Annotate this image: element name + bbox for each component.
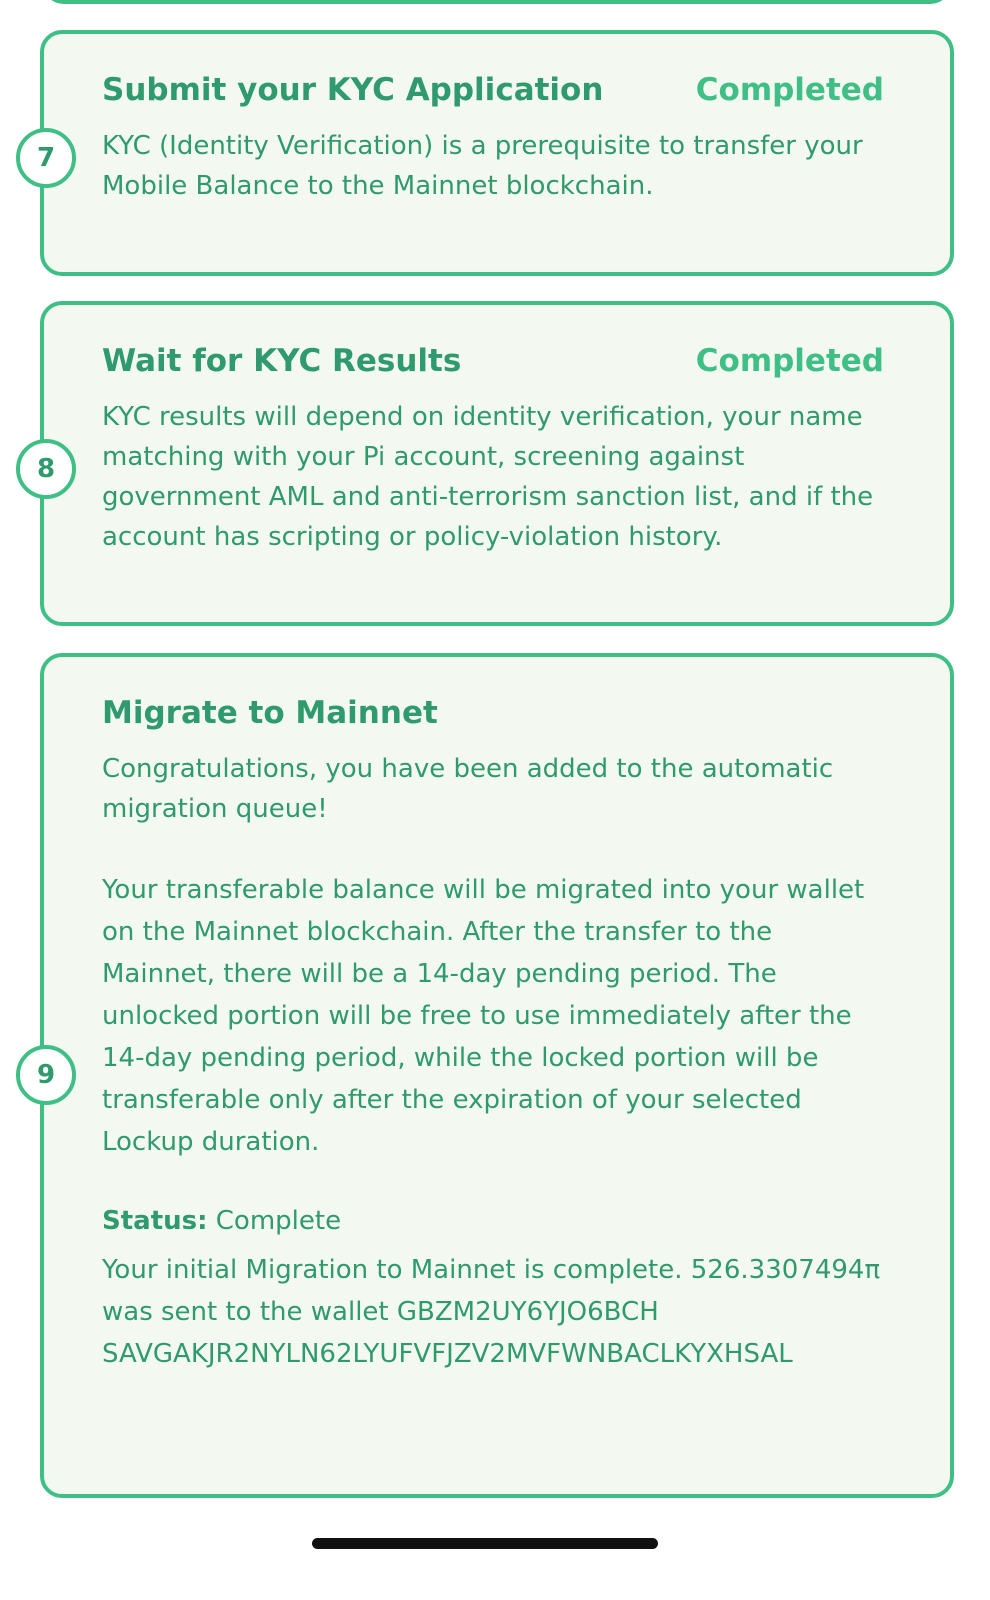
step-card-8	[36, 301, 954, 626]
step-header	[102, 695, 884, 731]
migration-status	[102, 1201, 884, 1241]
step-header	[102, 343, 884, 379]
previous-step-card-edge	[42, 0, 952, 4]
home-indicator-bar[interactable]	[312, 1538, 658, 1549]
step-number-badge: 9	[16, 1045, 76, 1105]
step-number-badge: 7	[16, 128, 76, 188]
step-header	[102, 72, 884, 108]
step-description: KYC results will depend on identity verification, your name matching with your Pi account, screening against government AML and anti-terrorism sanction list, and if the account has scripting or policy-violation history.	[102, 402, 874, 552]
step-title: Wait for KYC Results	[102, 343, 462, 379]
migration-details-text: Your transferable balance will be migrated into your wallet on the Mainnet blockchain. After the transfer to the Mainnet, there will be a 14-day pending period. The unlocked portion will be free to use immediately after the 14-day pending period, while the locked portion will be transferable only after the expiration of your selected Lockup duration.	[102, 875, 865, 1157]
migration-complete-message: Your initial Migration to Mainnet is complete. 526.3307494π was sent to the wallet GBZM2UY6YJO6BCH SAVGAKJR2NYLN62LYUFVFJZV2MVFWNBACLKYXHSAL	[102, 1255, 881, 1369]
step-number-badge: 8	[16, 439, 76, 499]
step-status: Completed	[695, 343, 884, 379]
status-value: Complete	[215, 1206, 342, 1236]
step-title: Submit your KYC Application	[102, 72, 604, 108]
step-card-9	[36, 653, 954, 1498]
status-label: Status:	[102, 1206, 208, 1236]
step-title: Migrate to Mainnet	[102, 695, 438, 731]
step-status: Completed	[695, 72, 884, 108]
step-description: KYC (Identity Verification) is a prerequisite to transfer your Mobile Balance to the Mainnet blockchain.	[102, 131, 863, 201]
congratulations-text: Congratulations, you have been added to the automatic migration queue!	[102, 754, 834, 824]
step-card-7	[36, 30, 954, 276]
